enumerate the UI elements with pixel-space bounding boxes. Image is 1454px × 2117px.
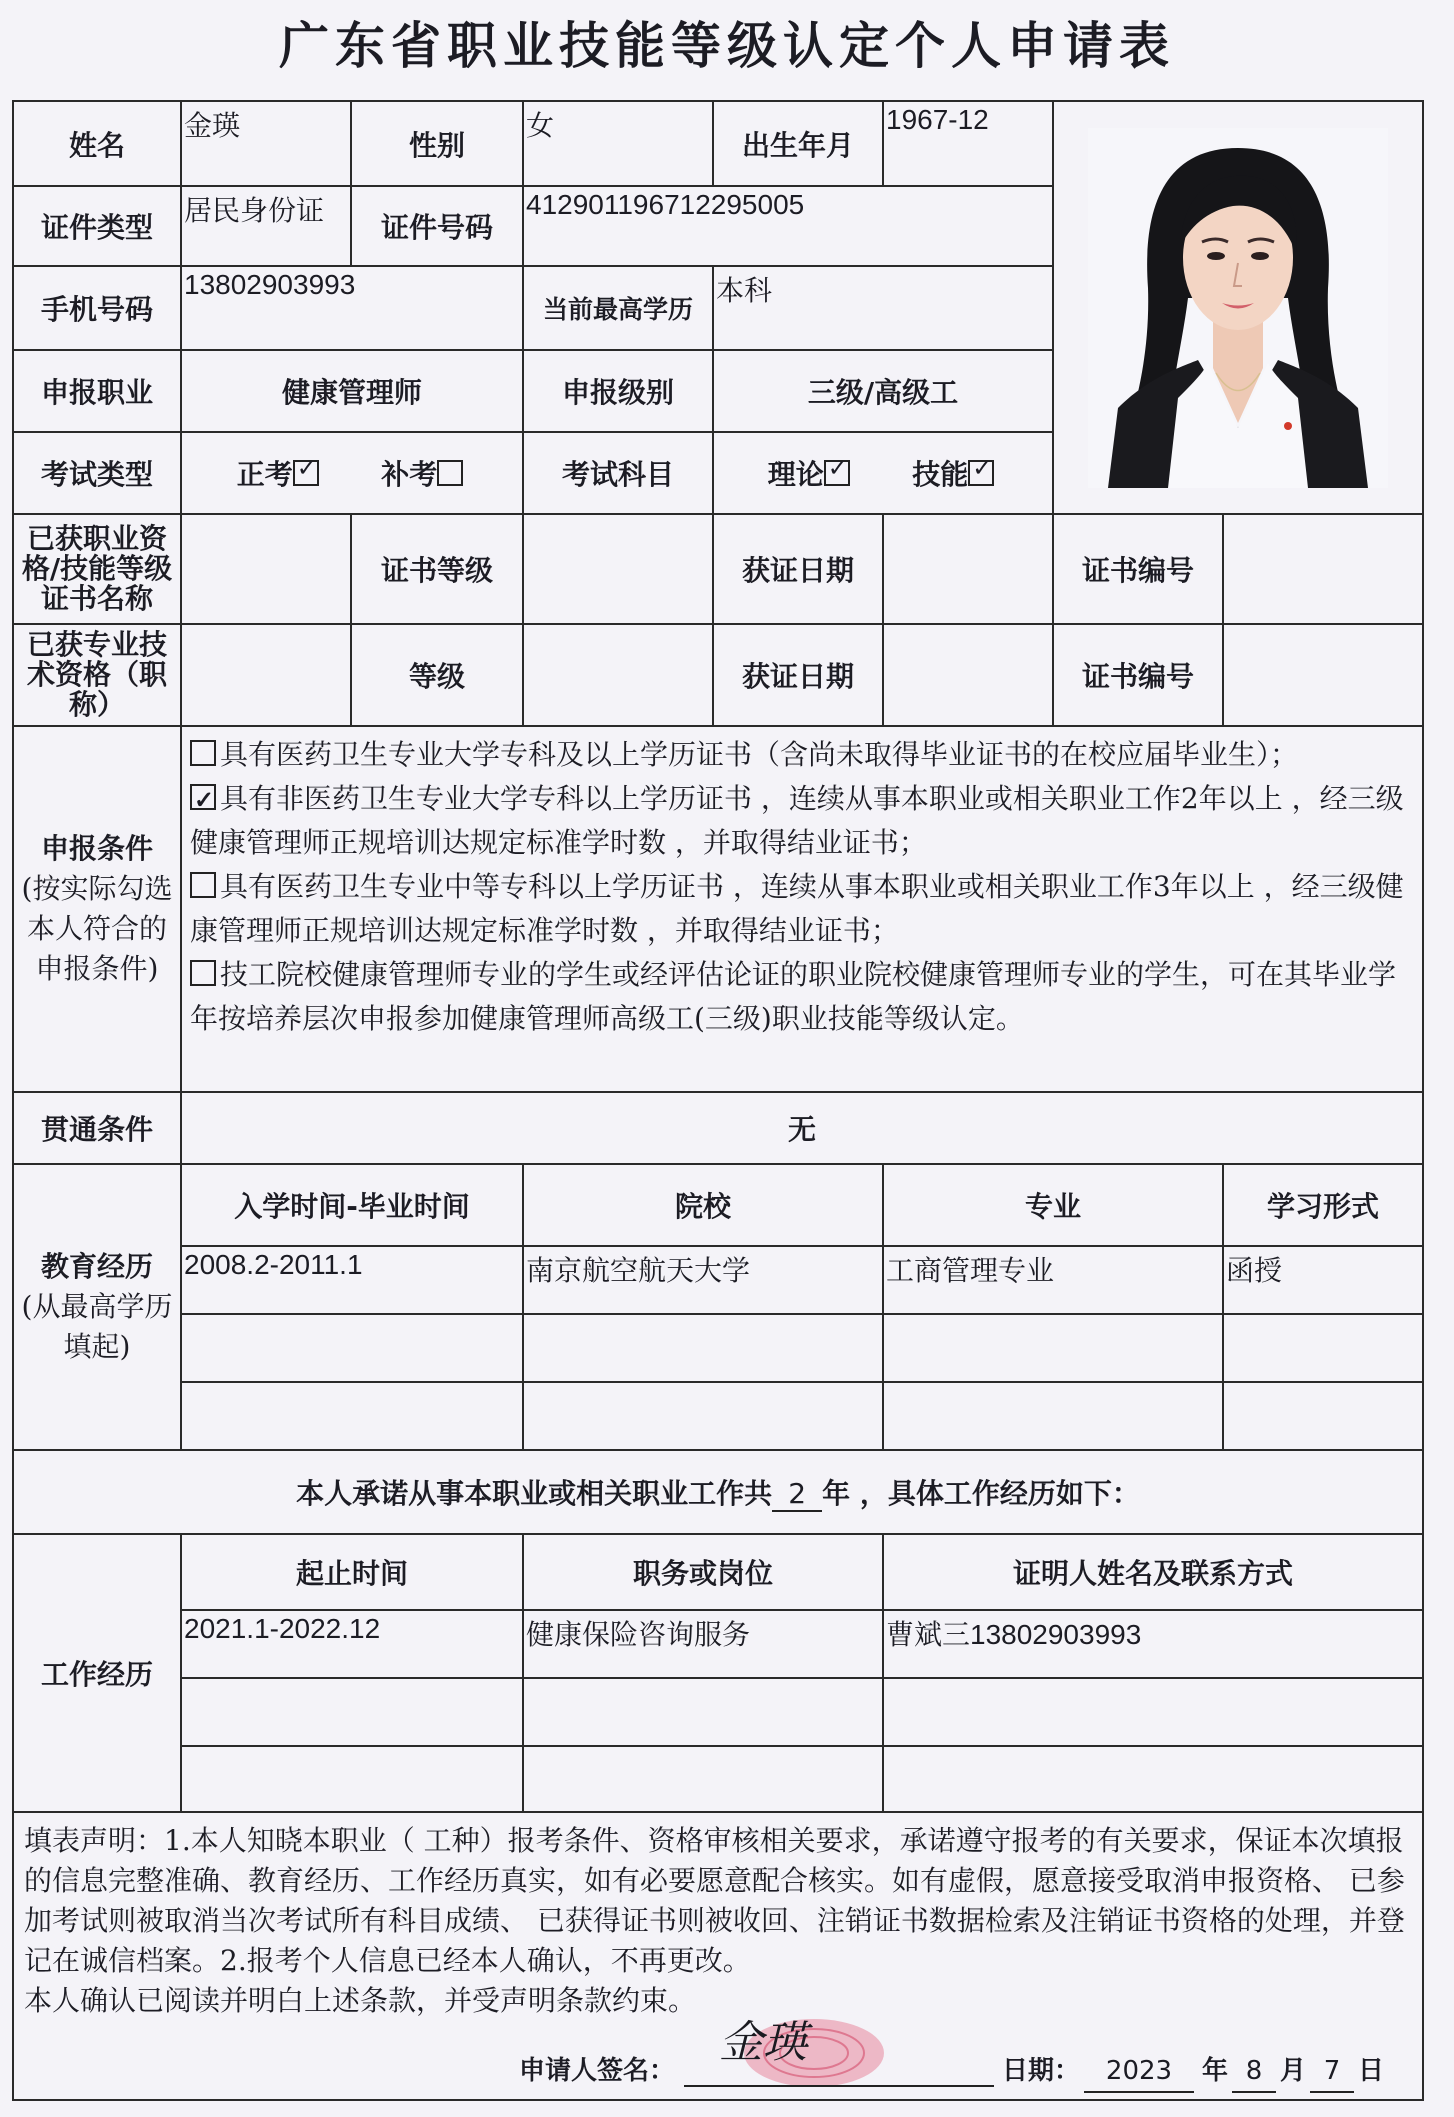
table-row — [13, 1746, 1423, 1812]
label-gender: 性别 — [351, 101, 523, 186]
value-title-no[interactable] — [1223, 624, 1423, 726]
promise-prefix: 本人承诺从事本职业或相关职业工作共 — [296, 1477, 773, 1510]
date-day[interactable]: 7 — [1310, 2051, 1354, 2093]
label-cert-date: 获证日期 — [713, 514, 883, 624]
edu-cell-major[interactable] — [883, 1382, 1223, 1450]
value-cert-date[interactable] — [883, 514, 1053, 624]
work-cell-position[interactable] — [523, 1746, 883, 1812]
table-row — [13, 1610, 1423, 1678]
condition-item — [190, 777, 1414, 865]
value-birth[interactable]: 1967-12 — [883, 101, 1053, 186]
label-title-date: 获证日期 — [713, 624, 883, 726]
value-title-date[interactable] — [883, 624, 1053, 726]
label-title-no: 证书编号 — [1053, 624, 1223, 726]
date-day-unit: 日 — [1358, 2056, 1385, 2086]
edu-header-school: 院校 — [523, 1164, 883, 1246]
edu-cell-period[interactable] — [181, 1382, 523, 1450]
label-title-level: 等级 — [351, 624, 523, 726]
exam-type-regular-label: 正考 — [236, 458, 293, 491]
declaration-paragraph: 填表声明：1.本人知晓本职业（ 工种）报考条件、资格审核相关要求，承诺遵守报考的有关要求，保证本次填报的信息完整准确、教育经历、工作经历真实，如有必要愿意配合核实。如有虚假，愿意接受取消申报资格、 已参加考试则被取消当次考试所有科目成绩、 已获得证书则被收回、注销证书数据检索及注销证书资格的处理，并登记在诚信档案。2.报考个人信息已经本人确认，不再更改。 — [24, 1824, 1405, 1977]
declaration — [13, 1812, 1423, 2100]
edu-header-period: 入学时间-毕业时间 — [181, 1164, 523, 1246]
condition-text: 具有医药卫生专业中等专科以上学历证书 ，连续从事本职业或相关职业工作3年以上 ，经三级健康管理师正规培训达规定标准学时数 ，并取得结业证书； — [190, 870, 1404, 947]
value-occupation[interactable]: 健康管理师 — [181, 350, 523, 432]
edu-cell-school[interactable] — [523, 1382, 883, 1450]
signature-label: 申请人签名： — [519, 2056, 676, 2086]
conditions-list — [181, 726, 1423, 1092]
application-form — [12, 100, 1424, 2101]
value-title-level[interactable] — [523, 624, 713, 726]
edu-cell-school[interactable] — [523, 1314, 883, 1382]
date-year[interactable]: 2023 — [1084, 2051, 1194, 2093]
work-promise — [13, 1450, 1423, 1534]
date-year-unit: 年 — [1202, 2056, 1229, 2086]
edu-cell-form[interactable] — [1223, 1314, 1423, 1382]
edu-cell-major[interactable] — [883, 1314, 1223, 1382]
exam-subject-options — [713, 432, 1053, 514]
exam-subject-theory-label: 理论 — [767, 458, 824, 491]
condition-checkbox[interactable] — [190, 960, 216, 986]
work-cell-period[interactable] — [181, 1678, 523, 1746]
label-birth: 出生年月 — [713, 101, 883, 186]
applicant-photo — [1053, 101, 1423, 514]
exam-subject-skill-checkbox[interactable] — [968, 460, 994, 486]
edu-cell-period[interactable]: 2008.2-2011.1 — [181, 1246, 523, 1314]
label-conditions-note: (按实际勾选本人符合的申报条件) — [21, 872, 173, 985]
date-month[interactable]: 8 — [1232, 2051, 1276, 2093]
table-row — [13, 1678, 1423, 1746]
value-cert-level[interactable] — [523, 514, 713, 624]
work-header-period: 起止时间 — [181, 1534, 523, 1610]
exam-subject-theory-checkbox[interactable] — [824, 460, 850, 486]
work-cell-reference[interactable] — [883, 1678, 1423, 1746]
condition-checkbox[interactable] — [190, 784, 216, 810]
exam-type-options — [181, 432, 523, 514]
form-title: 广东省职业技能等级认定个人申请表 — [279, 16, 1175, 75]
declaration-confirm: 本人确认已阅读并明白上述条款，并受声明条款约束。 — [24, 1984, 697, 2017]
exam-type-makeup-checkbox[interactable] — [437, 460, 463, 486]
value-phone[interactable]: 13802903993 — [181, 266, 523, 350]
value-cert-name[interactable] — [181, 514, 351, 624]
table-row — [13, 1314, 1423, 1382]
value-level[interactable]: 三级/高级工 — [713, 350, 1053, 432]
label-conditions — [13, 726, 181, 1092]
label-work-history: 工作经历 — [13, 1534, 181, 1812]
label-phone: 手机号码 — [13, 266, 181, 350]
table-row — [13, 1246, 1423, 1314]
work-header-reference: 证明人姓名及联系方式 — [883, 1534, 1423, 1610]
label-education: 当前最高学历 — [523, 266, 713, 350]
exam-type-makeup-label: 补考 — [381, 458, 438, 491]
exam-subject-skill-label: 技能 — [912, 458, 969, 491]
label-cert-no: 证书编号 — [1053, 514, 1223, 624]
signature-underline — [684, 2085, 994, 2087]
label-cert-level: 证书等级 — [351, 514, 523, 624]
work-cell-reference[interactable] — [883, 1746, 1423, 1812]
value-through[interactable]: 无 — [181, 1092, 1423, 1164]
promise-years[interactable]: 2 — [772, 1477, 822, 1512]
work-cell-position[interactable]: 健康保险咨询服务 — [523, 1610, 883, 1678]
label-occupation: 申报职业 — [13, 350, 181, 432]
condition-text: 具有非医药卫生专业大学专科以上学历证书 ，连续从事本职业或相关职业工作2年以上 ，经三级健康管理师正规培训达规定标准学时数 ，并取得结业证书； — [190, 782, 1404, 859]
exam-type-regular-checkbox[interactable] — [293, 460, 319, 486]
work-header-position: 职务或岗位 — [523, 1534, 883, 1610]
promise-suffix: 年 ，具体工作经历如下： — [822, 1477, 1140, 1510]
edu-cell-form[interactable]: 函授 — [1223, 1246, 1423, 1314]
label-level: 申报级别 — [523, 350, 713, 432]
value-education[interactable]: 本科 — [713, 266, 1053, 350]
edu-cell-school[interactable]: 南京航空航天大学 — [523, 1246, 883, 1314]
label-education-history — [13, 1164, 181, 1450]
edu-cell-form[interactable] — [1223, 1382, 1423, 1450]
edu-cell-major[interactable]: 工商管理专业 — [883, 1246, 1223, 1314]
edu-header-major: 专业 — [883, 1164, 1223, 1246]
value-id-type[interactable]: 居民身份证 — [181, 186, 351, 266]
label-edu-note: (从最高学历填起) — [21, 1290, 173, 1363]
label-id-number: 证件号码 — [351, 186, 523, 266]
label-id-type: 证件类型 — [13, 186, 181, 266]
condition-text: 技工院校健康管理师专业的学生或经评估论证的职业院校健康管理师专业的学生，可在其毕业学年按培养层次申报参加健康管理师高级工(三级)职业技能等级认定。 — [190, 958, 1397, 1035]
table-row — [13, 1382, 1423, 1450]
condition-checkbox[interactable] — [190, 872, 216, 898]
value-id-number[interactable]: 412901196712295005 — [523, 186, 1053, 266]
signature-line — [24, 2017, 1412, 2091]
label-cert-name: 已获职业资格/技能等级证书名称 — [13, 514, 181, 624]
portrait-image — [1088, 128, 1388, 488]
label-title-name: 已获专业技术资格（职称） — [13, 624, 181, 726]
label-exam-type: 考试类型 — [13, 432, 181, 514]
label-through: 贯通条件 — [13, 1092, 181, 1164]
edu-cell-period[interactable] — [181, 1314, 523, 1382]
condition-item — [190, 865, 1414, 953]
label-name: 姓名 — [13, 101, 181, 186]
work-cell-reference[interactable]: 曹斌三13802903993 — [883, 1610, 1423, 1678]
value-title-name[interactable] — [181, 624, 351, 726]
date-label: 日期： — [1002, 2056, 1081, 2086]
work-cell-period[interactable]: 2021.1-2022.12 — [181, 1610, 523, 1678]
work-cell-period[interactable] — [181, 1746, 523, 1812]
applicant-signature: 金瑛 — [719, 2017, 807, 2068]
condition-item — [190, 953, 1414, 1041]
edu-header-form: 学习形式 — [1223, 1164, 1423, 1246]
value-name[interactable]: 金瑛 — [181, 101, 351, 186]
work-cell-position[interactable] — [523, 1678, 883, 1746]
condition-text: 具有医药卫生专业大学专科及以上学历证书（含尚未取得毕业证书的在校应届毕业生）； — [220, 738, 1299, 771]
label-conditions-main: 申报条件 — [40, 832, 153, 865]
date-month-unit: 月 — [1280, 2056, 1307, 2086]
condition-item — [190, 733, 1414, 777]
value-gender[interactable]: 女 — [523, 101, 713, 186]
label-edu-main: 教育经历 — [40, 1250, 153, 1283]
label-exam-subject: 考试科目 — [523, 432, 713, 514]
condition-checkbox[interactable] — [190, 740, 216, 766]
value-cert-no[interactable] — [1223, 514, 1423, 624]
